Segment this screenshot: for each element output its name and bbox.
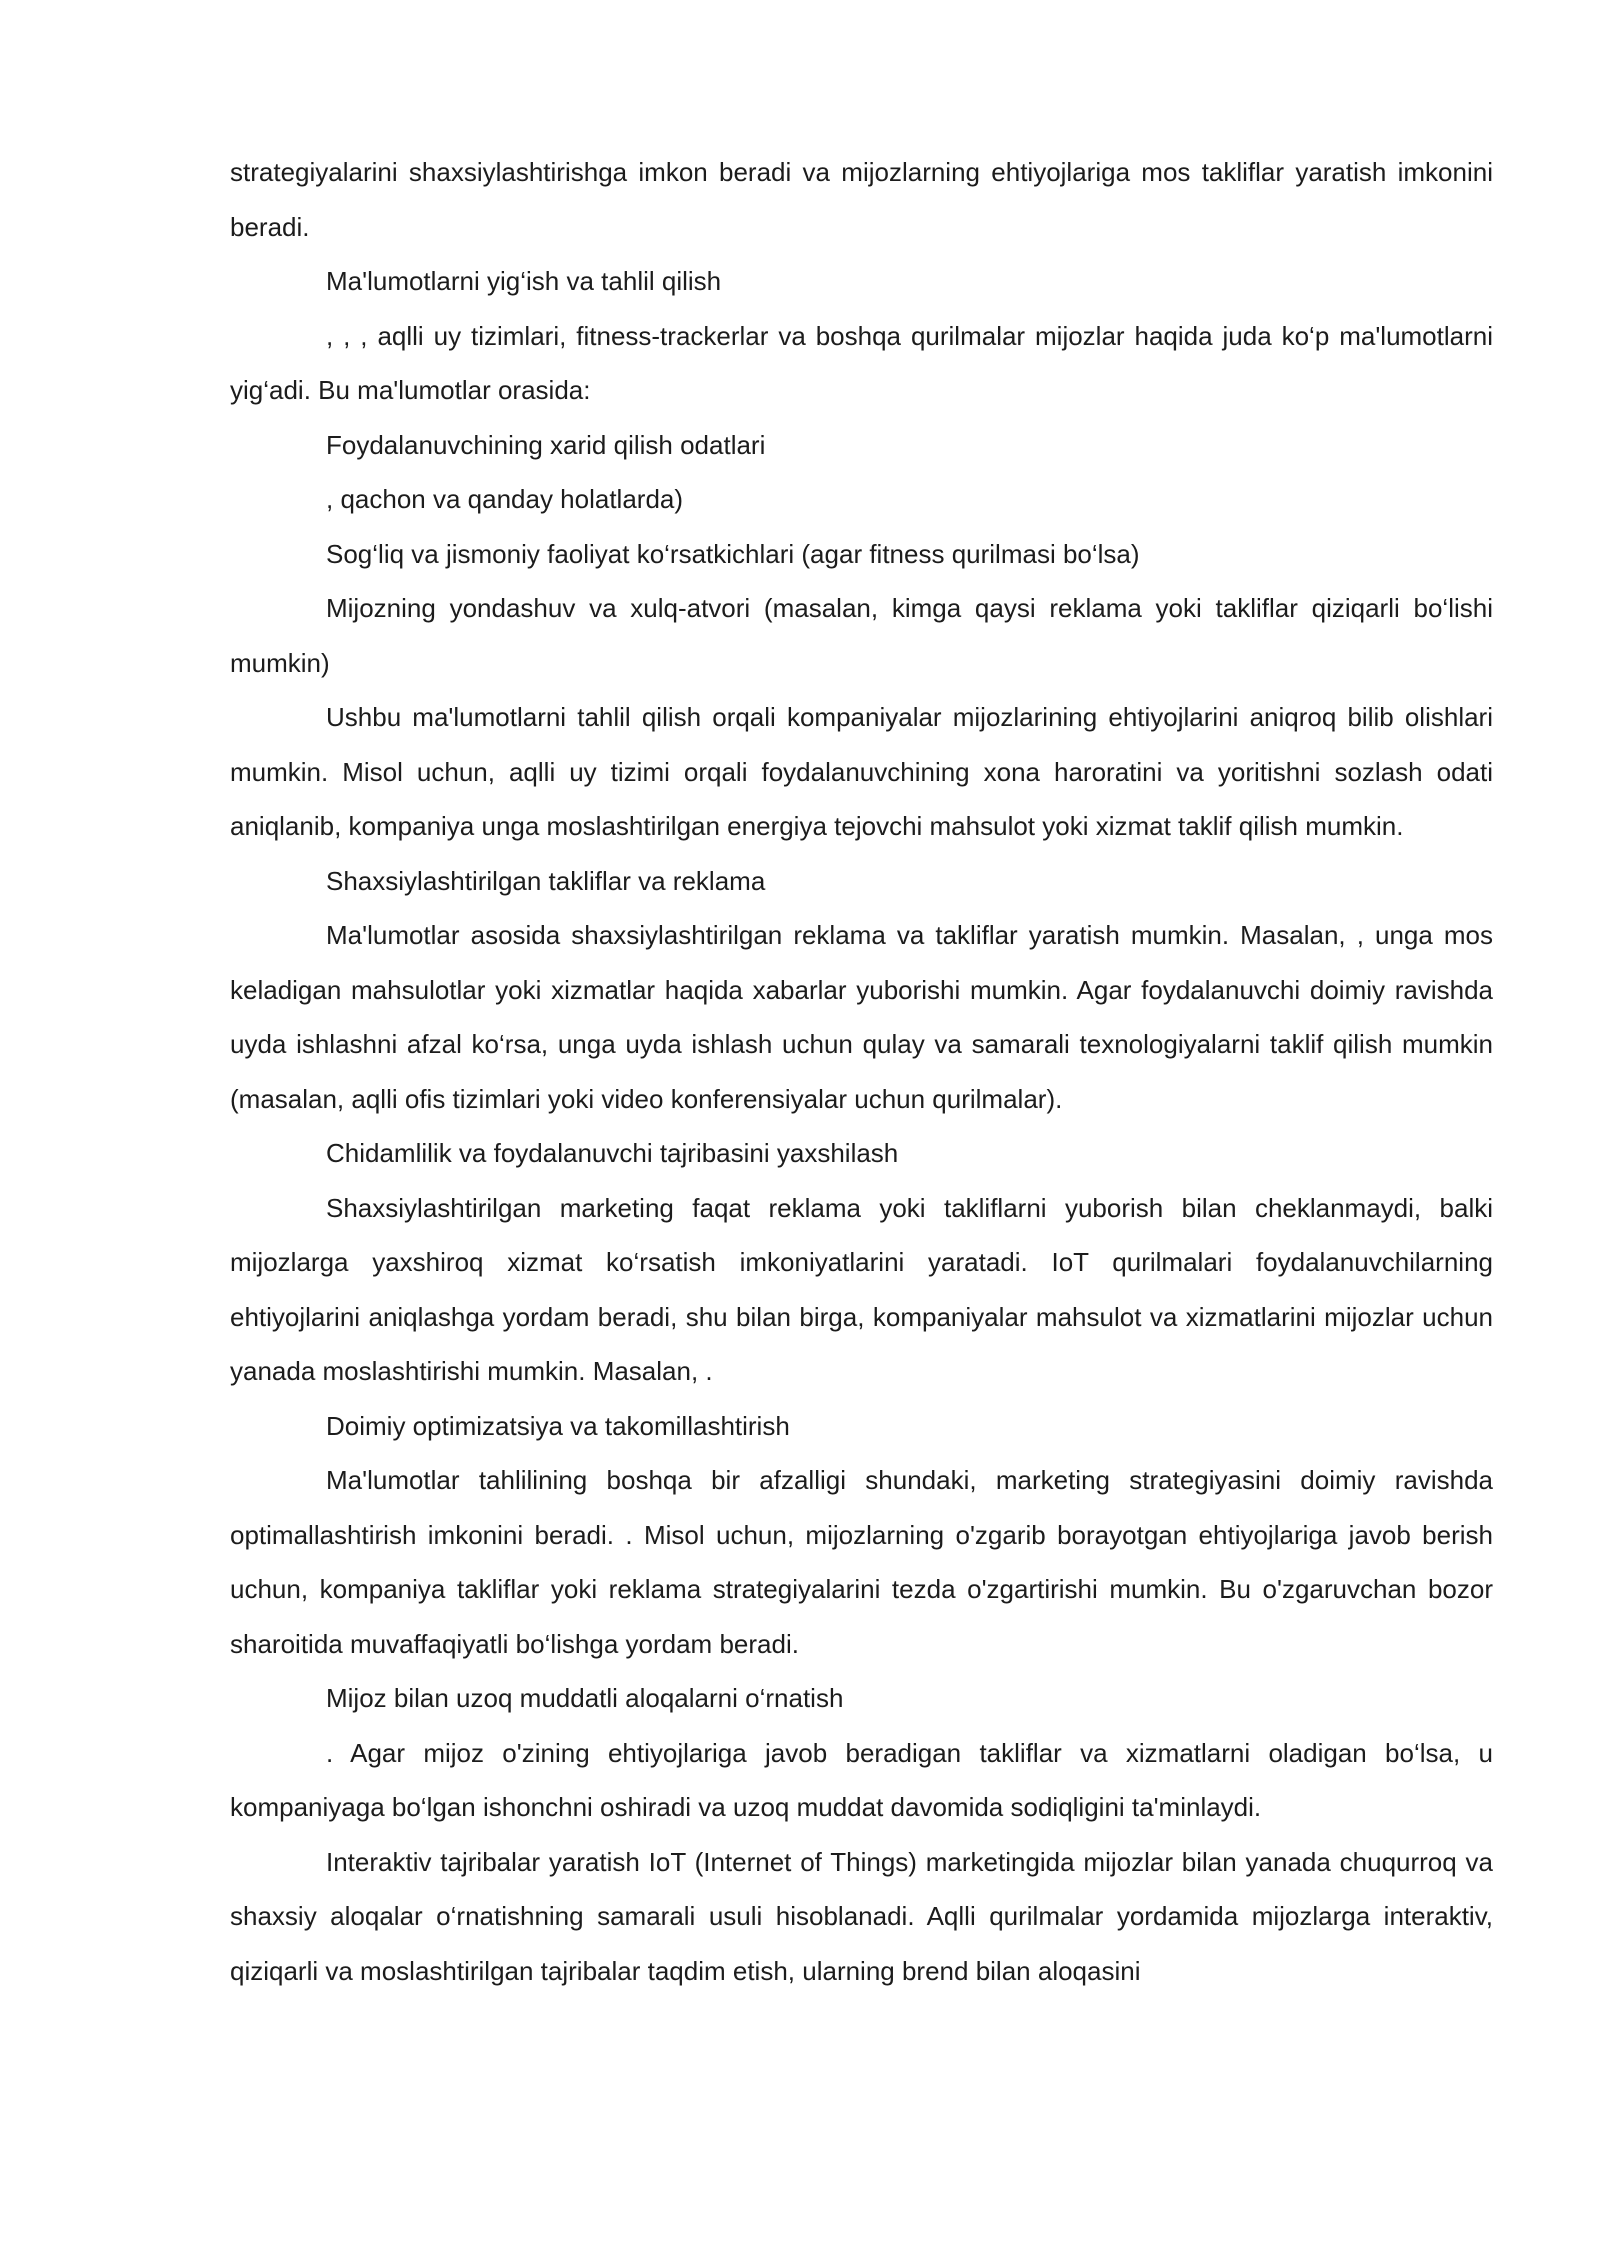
- paragraph-interactive-experiences: Interaktiv tajribalar yaratish IoT (Internet of Things) marketingida mijozlar bilan yanada chuqurroq va shaxsiy aloqalar o‘rnatishning samarali usuli hisoblanadi. Aqlli qurilmalar yordamida mijozlarga interaktiv, qiziqarli va moslashtirilgan tajribalar taqdim etish, ularning brend bilan aloqasini: [230, 1846, 1493, 1986]
- paragraph-analysis: Ushbu ma'lumotlarni tahlil qilish orqali kompaniyalar mijozlarining ehtiyojlarini aniqroq bilib olishlari mumkin. Misol uchun, aqlli uy tizimi orqali foydalanuvchining xona haroratini va yoritishni sozlash odati aniqlanib, kompaniya unga moslashtirilgan energiya tejovchi mahsulot yoki xizmat taklif qilish mumkin.: [230, 702, 1493, 841]
- paragraph-user-experience: Shaxsiylashtirilgan marketing faqat reklama yoki takliflarni yuborish bilan cheklanmaydi, balki mijozlarga yaxshiroq xizmat ko‘rsatish imkoniyatlarini yaratadi. IoT qurilmalari foydalanuvchilarning ehtiyojlarini aniqlashga yordam beradi, shu bilan birga, kompaniyalar mahsulot va xizmatlarini mijozlar uchun yanada moslashtirishi mumkin. Masalan, .: [230, 1192, 1493, 1386]
- paragraph-1: strategiyalarini shaxsiylashtirishga imkon beradi va mijozlarning ehtiyojlariga mos takliflar yaratish imkonini beradi.: [230, 157, 1493, 242]
- list-item-purchase-habits: Foydalanuvchining xarid qilish odatlari: [326, 429, 766, 460]
- list-item-behavior: Mijozning yondashuv va xulq-atvori (masalan, kimga qaysi reklama yoki takliflar qiziqarli bo‘lishi mumkin): [230, 593, 1493, 678]
- paragraph-long-term-relations: . Agar mijoz o'zining ehtiyojlariga javob beradigan takliflar va xizmatlarni oladigan bo‘lsa, u kompaniyaga bo‘lgan ishonchni oshiradi va uzoq muddat davomida sodiqligini ta'minlaydi.: [230, 1737, 1493, 1822]
- heading-user-experience: Chidamlilik va foydalanuvchi tajribasini yaxshilash: [326, 1138, 899, 1168]
- document-page: [230, 145, 1493, 1998]
- heading-optimization: Doimiy optimizatsiya va takomillashtirish: [326, 1410, 790, 1441]
- heading-long-term-relations: Mijoz bilan uzoq muddatli aloqalarni o‘rnatish: [326, 1683, 844, 1713]
- list-item-when-how: , qachon va qanday holatlarda): [326, 484, 684, 514]
- paragraph-devices: , , , aqlli uy tizimlari, fitness-trackerlar va boshqa qurilmalar mijozlar haqida juda ko‘p ma'lumotlarni yig‘adi. Bu ma'lumotlar orasida:: [230, 320, 1493, 405]
- heading-data-collection: Ma'lumotlarni yig‘ish va tahlil qilish: [326, 266, 722, 296]
- heading-personalized-offers: Shaxsiylashtirilgan takliflar va reklama: [326, 865, 766, 896]
- paragraph-personalized-ads: Ma'lumotlar asosida shaxsiylashtirilgan reklama va takliflar yaratish mumkin. Masalan, , unga mos keladigan mahsulotlar yoki xizmatlar haqida xabarlar yuborishi mumkin. Agar foydalanuvchi doimiy ravishda uyda ishlashni afzal ko‘rsa, unga uyda ishlash uchun qulay va samarali texnologiyalarni taklif qilish mumkin (masalan, aqlli ofis tizimlari yoki video konferensiyalar uchun qurilmalar).: [230, 920, 1493, 1114]
- list-item-health: Sog‘liq va jismoniy faoliyat ko‘rsatkichlari (agar fitness qurilmasi bo‘lsa): [326, 538, 1140, 569]
- paragraph-optimization: Ma'lumotlar tahlilining boshqa bir afzalligi shundaki, marketing strategiyasini doimiy ravishda optimallashtirish imkonini beradi. . Misol uchun, mijozlarning o'zgarib borayotgan ehtiyojlariga javob berish uchun, kompaniya takliflar yoki reklama strategiyalarini tezda o'zgartirishi mumkin. Bu o'zgaruvchan bozor sharoitida muvaffaqiyatli bo‘lishga yordam beradi.: [230, 1465, 1493, 1659]
